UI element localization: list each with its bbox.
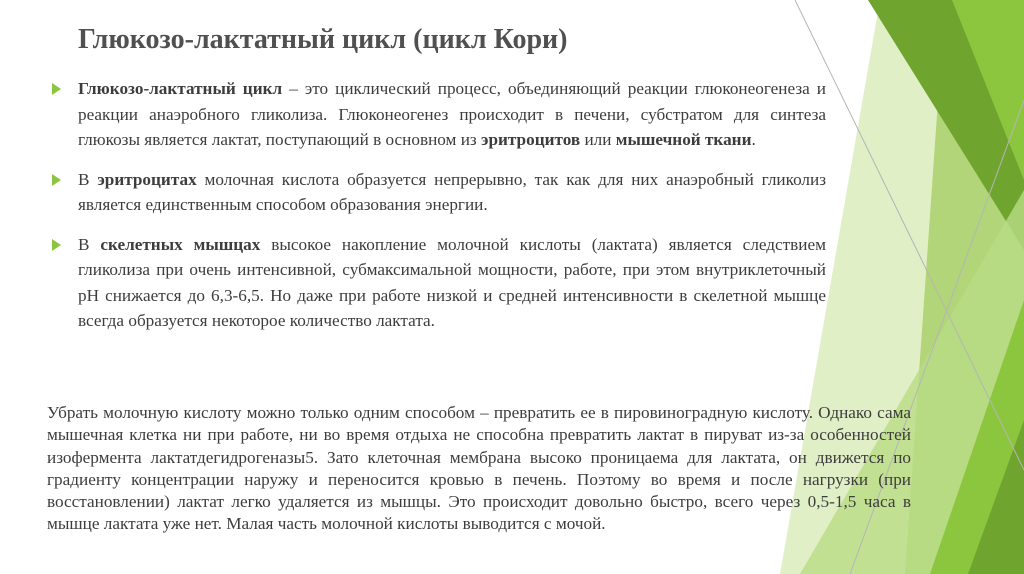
bullet-3-text-a: В <box>78 234 101 254</box>
bullet-2-text-a: В <box>78 169 98 189</box>
bullet-1-text-a: – это циклический процесс, объединяющий реакции глюконеогенеза и реакции анаэробного гликолиза. Глюконеогенез происходит в печени, субстратом для синтеза глюкозы является лактат, поступающий в основном из <box>78 79 826 149</box>
body-paragraph: Убрать молочную кислоту можно только одним способом – превратить ее в пировиноградную кислоту. Однако сама мышечная клетка ни при работе, ни во время отдыха не способна превратить лактат в пируват из-за особенностей изофермента лактатдегидрогеназы5. Зато клеточная мембрана высоко проницаема для лактата, он движется по градиенту концентрации наружу и переносится кровью в печень. Поэтому во время и после нагрузки (при восстановлении) лактат легко удаляется из мышцы. Это происходит довольно быстро, всего через 0,5-1,5 часа в мышце лактата уже нет. Малая часть молочной кислоты выводится с мочой. <box>47 403 911 534</box>
bullet-1-term-erythrocytes: эритроцитов <box>481 130 581 149</box>
bullet-1-term-muscle: мышечной ткани <box>615 130 752 149</box>
bullet-2-term: эритроцитах <box>97 169 197 189</box>
bullet-3-term: скелетных мышцах <box>100 234 261 254</box>
bullet-1-term: Глюкозо-лактатный цикл <box>78 79 283 98</box>
bullet-arrow-icon <box>52 83 61 95</box>
bullet-arrow-icon <box>52 174 61 186</box>
bullet-item-3 <box>52 232 826 334</box>
slide-title: Глюкозо-лактатный цикл (цикл Кори) <box>78 24 568 55</box>
bullet-item-1 <box>52 76 826 153</box>
bullet-1-text-c: . <box>751 130 756 149</box>
bullet-item-2 <box>52 167 826 218</box>
bullet-1-text-b: или <box>580 130 616 149</box>
bullet-3-text-b: высокое накопление молочной кислоты (лактата) является следствием гликолиза при очень интенсивной, субмаксимальной мощности, работе, при этом внутриклеточный pH снижается до 6,3-6,5. Но даже при работе низкой и средней интенсивности в скелетной мышце всегда образуется некоторое количество лактата. <box>78 234 826 330</box>
bullet-arrow-icon <box>52 239 61 251</box>
bullet-list <box>52 76 826 348</box>
bullet-2-text-b: молочная кислота образуется непрерывно, так как для них анаэробный гликолиз является единственным способом образования энергии. <box>78 169 826 214</box>
